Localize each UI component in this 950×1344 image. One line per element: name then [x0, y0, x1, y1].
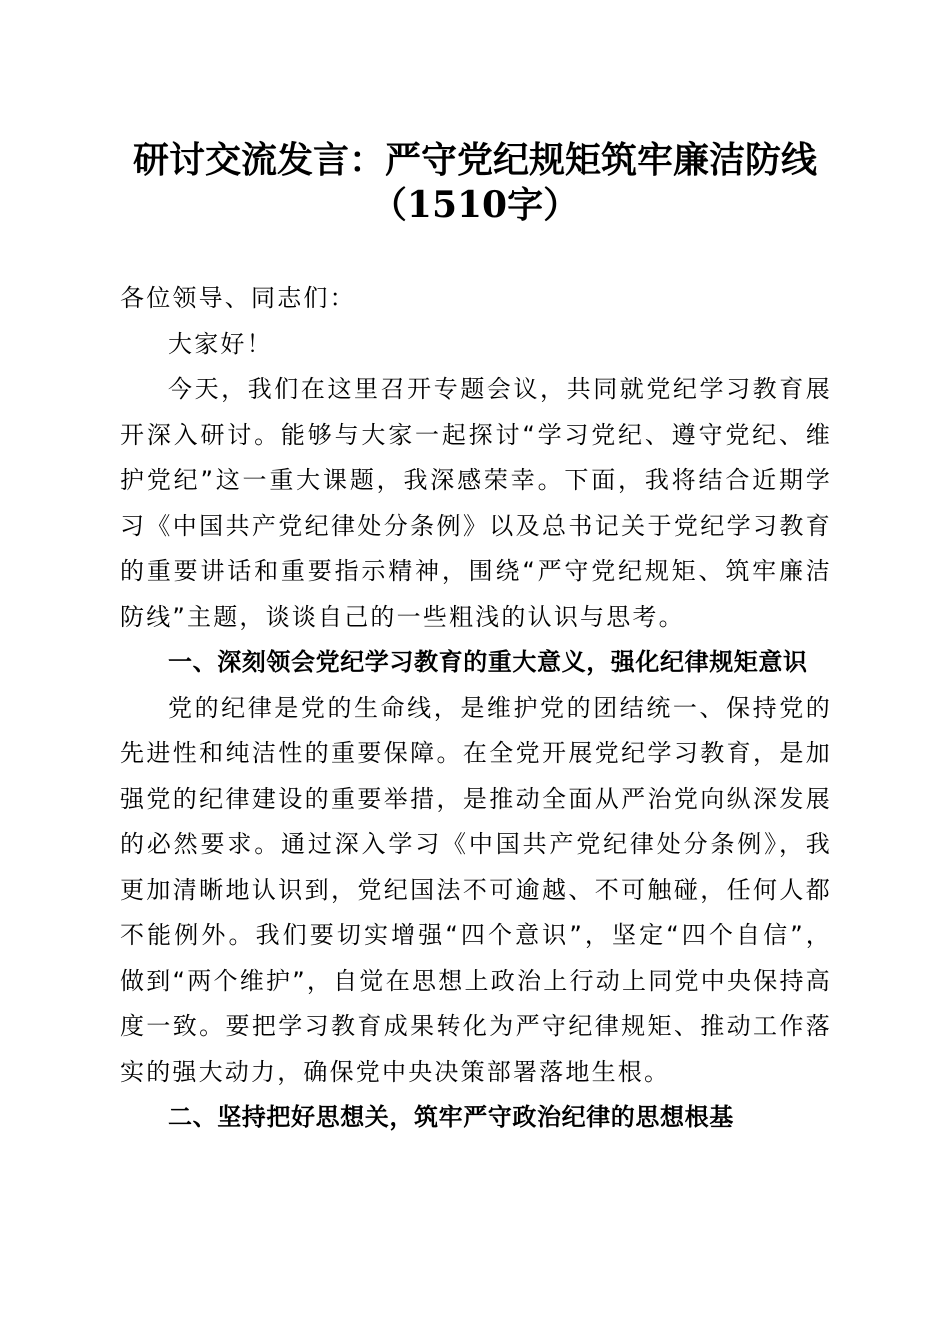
- section-1-heading: 一、深刻领会党纪学习教育的重大意义，强化纪律规矩意识: [168, 648, 808, 676]
- document-body: [120, 276, 832, 1141]
- section-1-paragraph: 党的纪律是党的生命线，是维护党的团结统一、保持党的先进性和纯洁性的重要保障。在全党开展党纪学习教育，是加强党的纪律建设的重要举措，是推动全面从严治党向纵深发展的必然要求。通过深入学习《中国共产党纪律处分条例》，我更加清晰地认识到，党纪国法不可逾越、不可触碰，任何人都不能例外。我们要切实增强“四个意识”，坚定“四个自信”，做到“两个维护”，自觉在思想上政治上行动上同党中央保持高度一致。要把学习教育成果转化为严守纪律规矩、推动工作落实的强大动力，确保党中央决策部署落地生根。: [120, 693, 832, 1086]
- intro-paragraph: 今天，我们在这里召开专题会议，共同就党纪学习教育展开深入研讨。能够与大家一起探讨“学习党纪、遵守党纪、维护党纪”这一重大课题，我深感荣幸。下面，我将结合近期学习《中国共产党纪律处分条例》以及总书记关于党纪学习教育的重要讲话和重要指示精神，围绕“严守党纪规矩、筑牢廉洁防线”主题，谈谈自己的一些粗浅的认识与思考。: [120, 375, 832, 631]
- salutation: 各位领导、同志们：: [120, 284, 356, 312]
- section-2-heading: 二、坚持把好思想关，筑牢严守政治纪律的思想根基: [168, 1103, 734, 1131]
- greeting: 大家好！: [168, 329, 273, 358]
- document-title: 研讨交流发言：严守党纪规矩筑牢廉洁防线: [132, 139, 817, 181]
- document-word-count: （1510字）: [370, 184, 580, 226]
